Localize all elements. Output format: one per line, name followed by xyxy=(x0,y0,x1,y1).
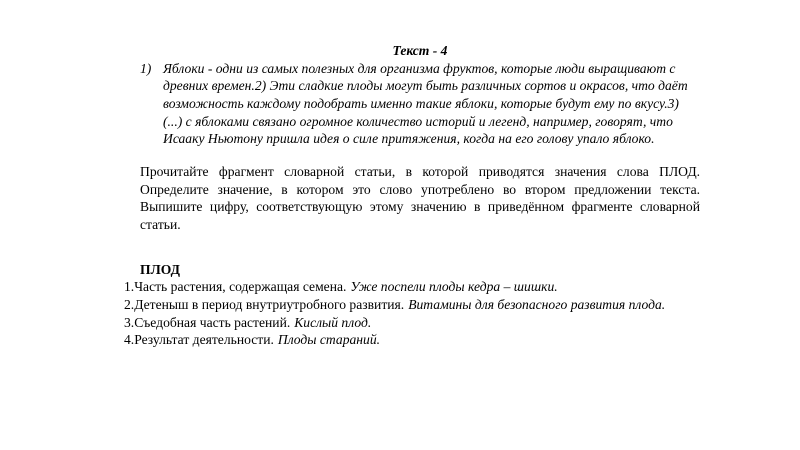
meaning-item xyxy=(124,278,700,296)
meaning-number: 2. xyxy=(124,297,135,313)
passage-sentence-number: 1) xyxy=(140,60,152,76)
meaning-number: 4. xyxy=(124,332,135,348)
meaning-item xyxy=(124,331,700,349)
meaning-definition: Часть растения, содержащая семена. xyxy=(134,279,347,295)
passage-paragraph xyxy=(140,60,700,148)
meaning-example: Кислый плод. xyxy=(294,314,372,330)
meaning-number: 3. xyxy=(124,314,135,330)
meaning-definition: Съедобная часть растений. xyxy=(134,314,291,330)
meanings-list xyxy=(124,278,700,349)
meaning-item xyxy=(124,314,700,332)
slide-title: Текст - 4 xyxy=(392,43,448,58)
meaning-definition: Детеныш в период внутриутробного развития. xyxy=(134,297,405,313)
passage-text: Яблоки - одни из самых полезных для организма фруктов, которые люди выращивают с древних времен.2) Эти сладкие плоды могут быть различных сортов и окрасов, что даёт возможность каждому подобрать именно такие яблоки, которые будут ему по вкусу.3) (...) с яблоками связано огромное количество историй и легенд, например, говорят, что Исааку Ньютону пришла идея о силе притяжения, когда на его голову упало яблоко. xyxy=(163,60,688,147)
meaning-example: Плоды стараний. xyxy=(277,332,381,348)
meaning-example: Витамины для безопасного развития плода. xyxy=(408,297,666,313)
meaning-definition: Результат деятельности. xyxy=(134,332,274,348)
meaning-example: Уже поспели плоды кедра – шишки. xyxy=(350,279,558,295)
dictionary-word-heading: ПЛОД xyxy=(140,261,180,277)
task-paragraph: Прочитайте фрагмент словарной статьи, в которой приводятся значения слова ПЛОД. Определите значение, в котором это слово употреблено во втором предложении текста. Выпишите цифру, соответствующую этому значению в приведённом фрагменте словарной статьи. xyxy=(140,164,700,233)
meaning-item xyxy=(124,296,700,314)
meaning-number: 1. xyxy=(124,279,135,295)
